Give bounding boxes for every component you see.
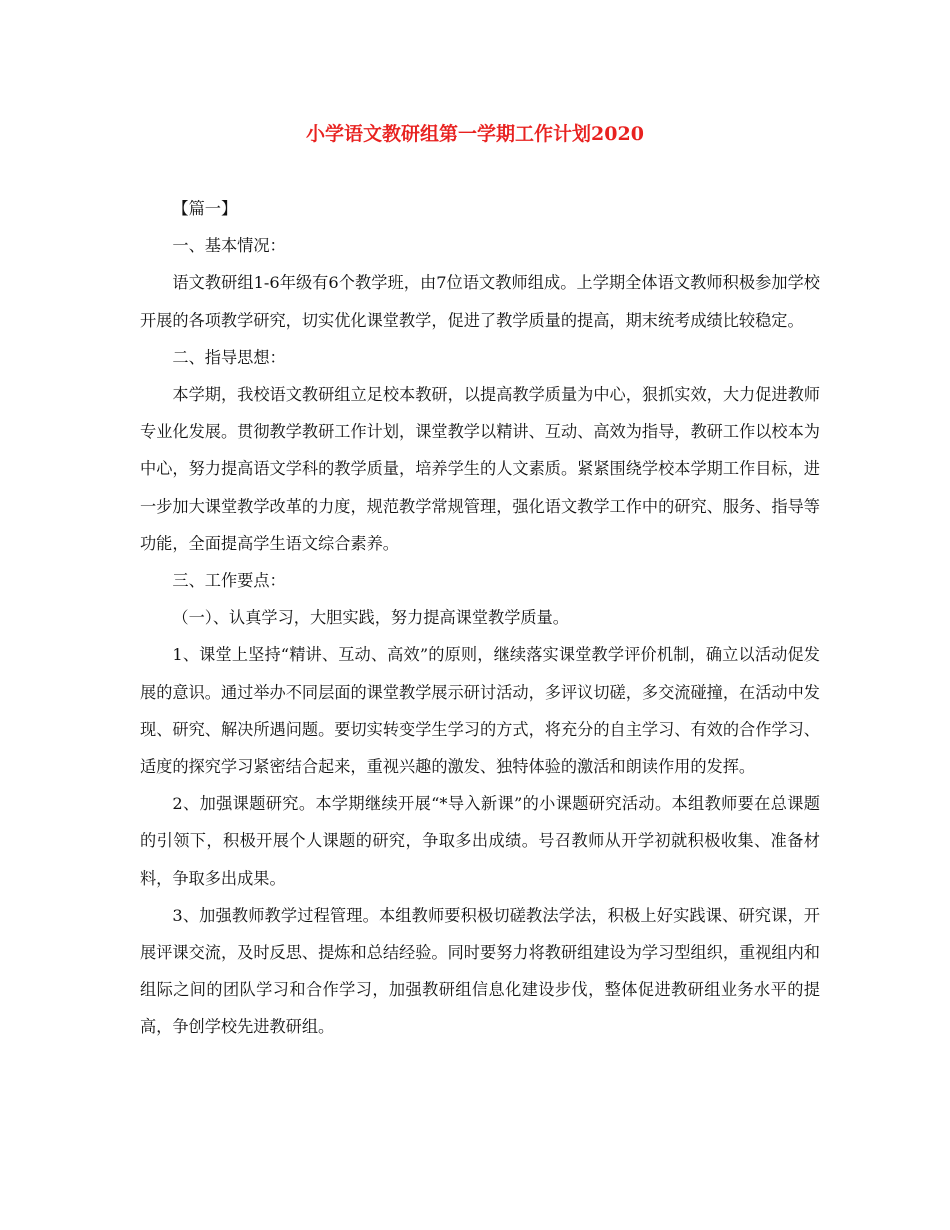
subheading-item-one: （一）、认真学习，大胆实践，努力提高课堂教学质量。: [172, 608, 569, 628]
section-marker: 【篇一】: [172, 199, 238, 218]
paragraph-point-1: 1、课堂上坚持“精讲、互动、高效”的原则，继续落实课堂教学评价机制，确立以活动促发展的意识。通过举办不同层面的课堂教学展示研讨活动，多评议切磋，多交流碰撞，在活动中发现、研究、解决所遇问题。要切实转变学生学习的方式，将充分的自主学习、有效的合作学习、适度的探究学习紧密结合起来，重视兴趣的激发、独特体验的激活和朗读作用的发挥。: [140, 645, 820, 777]
heading-guiding-ideas: 二、指导思想：: [172, 347, 286, 367]
paragraph-point-2: 2、加强课题研究。本学期继续开展“*导入新课”的小课题研究活动。本组教师要在总课题的引领下，积极开展个人课题的研究，争取多出成绩。号召教师从开学初就积极收集、准备材料，争取多出成果。: [140, 794, 820, 888]
heading-work-points: 三、工作要点：: [172, 571, 286, 591]
paragraph-guiding-ideas: 本学期，我校语文教研组立足校本教研，以提高教学质量为中心，狠抓实效，大力促进教师专业化发展。贯彻教学教研工作计划，课堂教学以精讲、互动、高效为指导，教研工作以校本为中心，努力提高语文学科的教学质量，培养学生的人文素质。紧紧围绕学校本学期工作目标，进一步加大课堂教学改革的力度，规范教学常规管理，强化语文教学工作中的研究、服务、指导等功能，全面提高学生语文综合素养。: [140, 385, 820, 553]
heading-basic-situation: 一、基本情况：: [172, 236, 286, 256]
paragraph-point-3: 3、加强教师教学过程管理。本组教师要积极切磋教法学法，积极上好实践课、研究课，开展评课交流，及时反思、提炼和总结经验。同时要努力将教研组建设为学习型组织，重视组内和组际之间的团队学习和合作学习，加强教研组信息化建设步伐，整体促进教研组业务水平的提高，争创学校先进教研组。: [140, 905, 820, 1037]
document-body: [140, 190, 820, 1046]
document-title: 小学语文教研组第一学期工作计划2020: [306, 123, 644, 145]
paragraph-basic-situation: 语文教研组1-6年级有6个教学班，由7位语文教师组成。上学期全体语文教师积极参加学校开展的各项教学研究，切实优化课堂教学，促进了教学质量的提高，期末统考成绩比较稳定。: [140, 273, 820, 330]
